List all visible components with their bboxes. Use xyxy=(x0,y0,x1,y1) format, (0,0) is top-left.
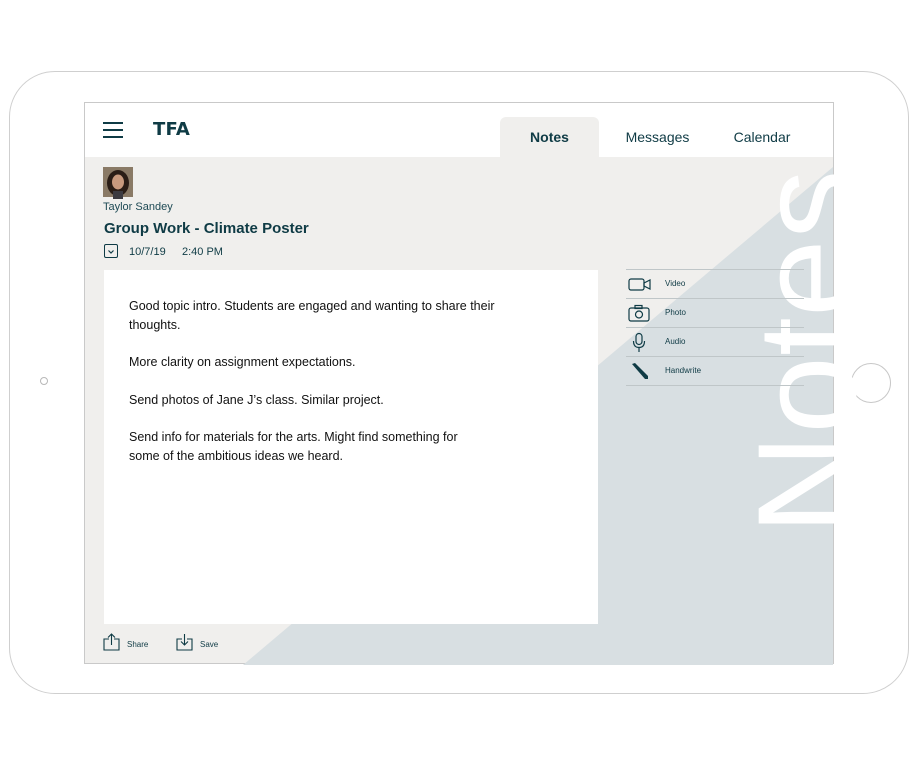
photo-label: Photo xyxy=(665,308,686,317)
note-title: Group Work - Climate Poster xyxy=(104,220,309,237)
note-time: 2:40 PM xyxy=(182,246,223,258)
tab-messages[interactable]: Messages xyxy=(625,129,690,145)
camera-icon xyxy=(628,304,652,322)
author-name: Taylor Sandey xyxy=(103,201,173,213)
download-icon xyxy=(176,633,194,651)
chevron-down-icon[interactable] xyxy=(104,244,118,258)
note-body[interactable] xyxy=(104,270,598,624)
note-paragraph: Good topic intro. Students are engaged and wanting to share their thoughts. xyxy=(129,299,495,332)
share-icon xyxy=(103,633,121,651)
hamburger-menu-icon[interactable] xyxy=(103,122,123,138)
pencil-icon xyxy=(628,362,652,380)
app-screen xyxy=(84,102,885,664)
note-paragraph: More clarity on assignment expectations. xyxy=(129,355,356,369)
handwrite-label: Handwrite xyxy=(665,366,702,375)
tab-notes[interactable]: Notes xyxy=(500,117,599,157)
note-date: 10/7/19 xyxy=(129,246,166,258)
handwrite-button[interactable] xyxy=(626,356,804,386)
audio-label: Audio xyxy=(665,337,686,346)
audio-button[interactable] xyxy=(626,327,804,356)
microphone-icon xyxy=(628,333,652,351)
media-panel xyxy=(626,269,804,386)
camera-lens xyxy=(40,377,48,385)
video-camera-icon xyxy=(628,275,652,293)
app-logo[interactable]: TFA xyxy=(153,119,191,140)
avatar[interactable] xyxy=(103,167,133,197)
video-button[interactable] xyxy=(626,269,804,298)
photo-button[interactable] xyxy=(626,298,804,327)
video-label: Video xyxy=(665,279,686,288)
save-button[interactable] xyxy=(176,633,236,653)
share-button[interactable] xyxy=(103,633,163,653)
top-bar xyxy=(85,103,833,157)
note-paragraph: Send info for materials for the arts. Might find something for some of the ambitious ideas we heard. xyxy=(129,430,458,463)
save-label: Save xyxy=(200,640,219,649)
notes-watermark: Notes xyxy=(728,169,885,535)
tab-calendar[interactable]: Calendar xyxy=(733,129,791,145)
note-paragraph: Send photos of Jane J’s class. Similar project. xyxy=(129,393,384,407)
share-label: Share xyxy=(127,640,149,649)
